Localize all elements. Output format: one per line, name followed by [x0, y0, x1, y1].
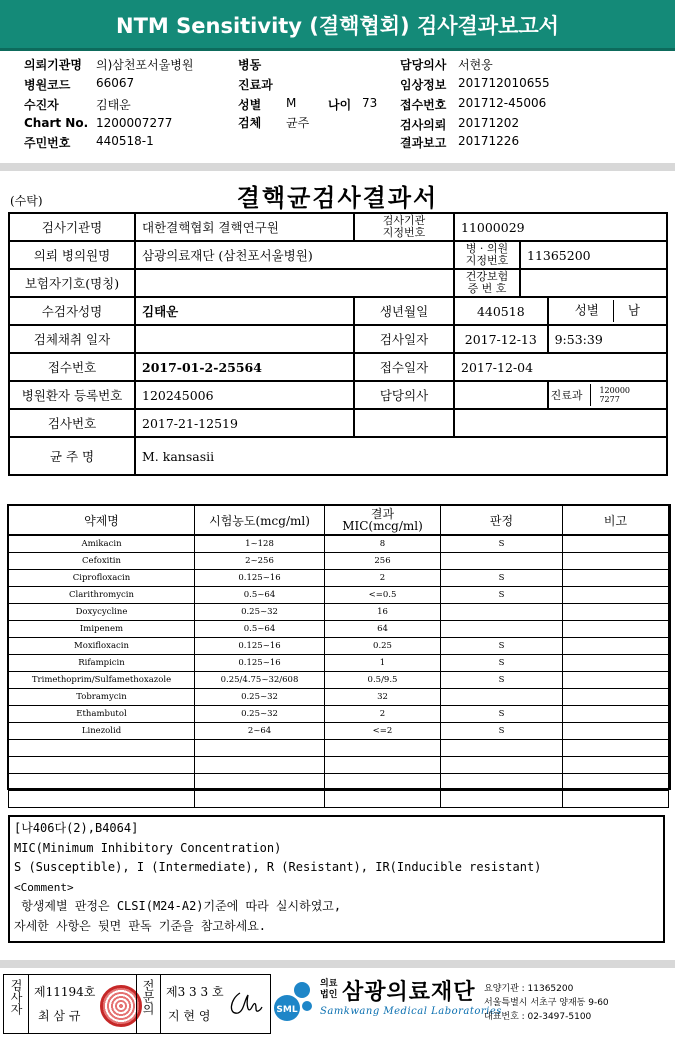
- table-cell: [325, 757, 441, 774]
- form-label: 검사일자: [354, 325, 454, 353]
- info-value: 201712010655: [458, 76, 550, 90]
- form-value: [454, 409, 667, 437]
- table-cell: [563, 706, 669, 723]
- table-row: [9, 604, 669, 621]
- table-cell: Ethambutol: [9, 706, 195, 723]
- specialist-license: 제3 3 3 호: [166, 985, 224, 999]
- info-value: 201712-45006: [458, 96, 547, 110]
- table-cell: [325, 774, 441, 791]
- form-label: 수검자성명: [9, 297, 135, 325]
- form-label: 접수번호: [9, 353, 135, 381]
- table-cell: Imipenem: [9, 621, 195, 638]
- table-cell: [563, 621, 669, 638]
- table-row: [9, 689, 669, 706]
- form-value: 1200007277: [599, 386, 630, 404]
- cell-divider: [613, 300, 614, 322]
- table-cell: S: [441, 655, 563, 672]
- table-cell: 0.25~32: [195, 706, 325, 723]
- table-cell: 0.25~32: [195, 689, 325, 706]
- form-label: 생년월일: [354, 297, 454, 325]
- cell-divider: [160, 975, 161, 1033]
- info-value: 440518-1: [96, 134, 154, 148]
- table-row: [9, 553, 669, 570]
- table-cell: [195, 757, 325, 774]
- info-label: 진료과: [238, 78, 273, 92]
- table-cell: Trimethoprim/Sulfamethoxazole: [9, 672, 195, 689]
- form-value: [135, 269, 454, 297]
- table-cell: [9, 757, 195, 774]
- cell-divider: [590, 384, 591, 406]
- table-cell: S: [441, 638, 563, 655]
- comment-box: [8, 815, 665, 943]
- form-label: 접수일자: [354, 353, 454, 381]
- form-label: 검사기관 지정번호: [354, 213, 454, 241]
- form-label: 진료과: [550, 388, 583, 402]
- table-cell: 32: [325, 689, 441, 706]
- table-cell: <=2: [325, 723, 441, 740]
- table-cell: Cefoxitin: [9, 553, 195, 570]
- form-label: 성별: [574, 302, 599, 318]
- table-cell: 2~64: [195, 723, 325, 740]
- form-label: 의뢰 병의원명: [9, 241, 135, 269]
- report-form-table: [8, 212, 668, 476]
- info-label: 수진자: [24, 98, 59, 112]
- report-header: [0, 0, 675, 48]
- comment-line: <Comment>: [14, 880, 74, 894]
- table-row: [9, 621, 669, 638]
- cell-divider: [136, 975, 137, 1033]
- table-cell: 0.25~32: [195, 604, 325, 621]
- form-label: 검사번호: [9, 409, 135, 437]
- table-cell: [563, 638, 669, 655]
- form-label: 균 주 명: [9, 437, 135, 475]
- table-cell: S: [441, 535, 563, 553]
- info-label: 담당의사: [400, 58, 447, 72]
- table-cell: [441, 757, 563, 774]
- table-cell: 16: [325, 604, 441, 621]
- report-title: NTM Sensitivity (결핵협회) 검사결과보고서: [116, 14, 559, 38]
- form-label: 검체채취 일자: [9, 325, 135, 353]
- form-value: 440518: [454, 297, 548, 325]
- signature: [226, 987, 264, 1021]
- table-row: [9, 587, 669, 604]
- table-cell: [9, 791, 195, 808]
- info-value: 의)삼천포서울병원: [96, 58, 194, 72]
- table-cell: [325, 740, 441, 757]
- logo-text: SML: [276, 1005, 298, 1015]
- table-cell: [563, 604, 669, 621]
- info-label: 주민번호: [24, 136, 71, 150]
- table-cell: [441, 740, 563, 757]
- footer-divider: [0, 960, 675, 968]
- table-cell: 0.125~16: [195, 655, 325, 672]
- info-label: 검체: [238, 116, 262, 130]
- sml-logo-icon: [272, 978, 318, 1024]
- table-cell: S: [441, 706, 563, 723]
- table-row: [9, 672, 669, 689]
- table-cell: [441, 553, 563, 570]
- info-label: 검사의뢰: [400, 118, 447, 132]
- table-cell: 2: [325, 706, 441, 723]
- table-cell: S: [441, 570, 563, 587]
- form-value: [354, 409, 454, 437]
- table-row-empty: [9, 757, 669, 774]
- tester-label: 검사자: [9, 979, 23, 1015]
- form-value: 2017-21-12519: [135, 409, 354, 437]
- signature-box: [3, 974, 271, 1034]
- info-value: 20171202: [458, 116, 520, 130]
- info-label: 나이: [328, 98, 352, 112]
- table-cell: S: [441, 723, 563, 740]
- comment-line: 자세한 사항은 뒷면 판독 기준을 참고하세요.: [14, 918, 267, 933]
- info-label: 병원코드: [24, 78, 71, 92]
- table-header: 시험농도(mcg/ml): [195, 506, 325, 536]
- table-cell: 0.25: [325, 638, 441, 655]
- info-value: M: [286, 96, 297, 110]
- form-value: [520, 269, 667, 297]
- table-row: [9, 655, 669, 672]
- header-divider: [0, 48, 675, 51]
- table-cell: 256: [325, 553, 441, 570]
- table-cell: [563, 740, 669, 757]
- table-header: 판정: [441, 506, 563, 536]
- table-cell: [195, 740, 325, 757]
- table-cell: 8: [325, 535, 441, 553]
- table-cell: [325, 791, 441, 808]
- brand-name: 삼광의료재단: [342, 980, 476, 1005]
- drug-sensitivity-table: [8, 505, 669, 808]
- table-header: 약제명: [9, 506, 195, 536]
- table-cell: S: [441, 672, 563, 689]
- form-label: 담당의사: [354, 381, 454, 409]
- info-value: 김태운: [96, 98, 131, 112]
- brand-type: 의료 법인: [320, 979, 338, 1000]
- table-cell: [563, 672, 669, 689]
- table-row-empty: [9, 774, 669, 791]
- form-value: 9:53:39: [548, 325, 667, 353]
- info-label: 병동: [238, 58, 262, 72]
- specialist-name: 지 현 영: [168, 1009, 211, 1023]
- info-value: 20171226: [458, 134, 520, 148]
- table-row-empty: [9, 791, 669, 808]
- table-cell: Linezolid: [9, 723, 195, 740]
- form-value: M. kansasii: [135, 437, 667, 475]
- sex-cell: [548, 297, 667, 325]
- dept-cell: [548, 381, 667, 409]
- form-label: 건강보험 증 번 호: [454, 269, 520, 297]
- table-cell: 1: [325, 655, 441, 672]
- table-row: [9, 535, 669, 553]
- info-value: 서현웅: [458, 58, 493, 72]
- comment-line: [나406다(2),B4064]: [14, 821, 139, 835]
- table-cell: 64: [325, 621, 441, 638]
- consignment-tag: (수탁): [10, 194, 43, 208]
- form-label: 검사기관명: [9, 213, 135, 241]
- table-header: 결과 MIC(mcg/ml): [325, 506, 441, 536]
- tester-license: 제11194호: [34, 985, 96, 999]
- info-value: 73: [362, 96, 378, 110]
- table-cell: Doxycycline: [9, 604, 195, 621]
- info-label: Chart No.: [24, 116, 89, 130]
- table-cell: [563, 774, 669, 791]
- table-cell: [195, 774, 325, 791]
- specialist-label: 전문의: [141, 979, 155, 1015]
- table-cell: Amikacin: [9, 535, 195, 553]
- form-value: 11365200: [520, 241, 667, 269]
- table-cell: [9, 774, 195, 791]
- form-value: 11000029: [454, 213, 667, 241]
- table-cell: 0.5~64: [195, 621, 325, 638]
- form-value: 2017-12-04: [454, 353, 667, 381]
- table-cell: 0.25/4.75~32/608: [195, 672, 325, 689]
- form-value: 김태운: [135, 297, 354, 325]
- table-cell: [441, 791, 563, 808]
- document-title: 결핵균검사결과서: [236, 183, 439, 212]
- table-cell: 0.125~16: [195, 570, 325, 587]
- info-value: 1200007277: [96, 116, 173, 130]
- comment-line: MIC(Minimum Inhibitory Concentration): [14, 840, 282, 855]
- contact-line: 서울특별시 서초구 양재동 9-60: [484, 998, 609, 1008]
- info-label: 접수번호: [400, 98, 447, 112]
- form-value: 120245006: [135, 381, 354, 409]
- table-cell: Clarithromycin: [9, 587, 195, 604]
- table-cell: [441, 689, 563, 706]
- table-cell: [9, 740, 195, 757]
- form-label: 병원환자 등록번호: [9, 381, 135, 409]
- table-cell: [441, 604, 563, 621]
- table-row-empty: [9, 740, 669, 757]
- table-cell: [563, 553, 669, 570]
- table-row: [9, 723, 669, 740]
- table-cell: [563, 723, 669, 740]
- info-value: 66067: [96, 76, 135, 90]
- table-cell: [195, 791, 325, 808]
- table-cell: <=0.5: [325, 587, 441, 604]
- table-cell: [563, 655, 669, 672]
- table-row: [9, 706, 669, 723]
- table-row: [9, 570, 669, 587]
- table-cell: Rifampicin: [9, 655, 195, 672]
- table-header: 비고: [563, 506, 669, 536]
- info-label: 성별: [238, 98, 262, 112]
- table-cell: 2: [325, 570, 441, 587]
- brand-english: Samkwang Medical Laboratories: [320, 1006, 502, 1017]
- section-divider: [0, 163, 675, 171]
- table-cell: [441, 774, 563, 791]
- table-cell: S: [441, 587, 563, 604]
- form-value: [135, 325, 354, 353]
- table-header-row: [9, 506, 669, 536]
- table-cell: Ciprofloxacin: [9, 570, 195, 587]
- cell-divider: [28, 975, 29, 1033]
- form-value: 2017-01-2-25564: [135, 353, 354, 381]
- tester-name: 최 삼 규: [38, 1009, 81, 1023]
- form-label: 보험자기호(명칭): [9, 269, 135, 297]
- table-cell: 0.5~64: [195, 587, 325, 604]
- table-cell: [563, 757, 669, 774]
- form-value: 남: [627, 302, 640, 318]
- table-cell: 0.5/9.5: [325, 672, 441, 689]
- comment-line: 항생제별 판정은 CLSI(M24-A2)기준에 따라 실시하였고,: [14, 899, 342, 913]
- table-cell: Tobramycin: [9, 689, 195, 706]
- form-value: 2017-12-13: [454, 325, 548, 353]
- table-cell: [563, 791, 669, 808]
- table-cell: [563, 535, 669, 553]
- table-cell: 0.125~16: [195, 638, 325, 655]
- contact-line: 대표번호 : 02-3497-5100: [484, 1012, 592, 1022]
- info-value: 균주: [286, 116, 310, 130]
- table-cell: [563, 587, 669, 604]
- form-value: [454, 381, 548, 409]
- table-cell: [441, 621, 563, 638]
- comment-line: S (Susceptible), I (Intermediate), R (Resistant), IR(Inducible resistant): [14, 860, 542, 874]
- table-cell: Moxifloxacin: [9, 638, 195, 655]
- info-label: 의뢰기관명: [24, 58, 82, 72]
- form-label: 병 · 의원 지정번호: [454, 241, 520, 269]
- info-label: 결과보고: [400, 136, 447, 150]
- form-value: 대한결핵협회 결핵연구원: [135, 213, 354, 241]
- table-cell: 2~256: [195, 553, 325, 570]
- form-value: 삼광의료재단 (삼천포서울병원): [135, 241, 454, 269]
- info-label: 임상정보: [400, 78, 447, 92]
- table-cell: 1~128: [195, 535, 325, 553]
- table-row: [9, 638, 669, 655]
- table-cell: [563, 689, 669, 706]
- table-cell: [563, 570, 669, 587]
- contact-line: 요양기관 : 11365200: [484, 984, 574, 994]
